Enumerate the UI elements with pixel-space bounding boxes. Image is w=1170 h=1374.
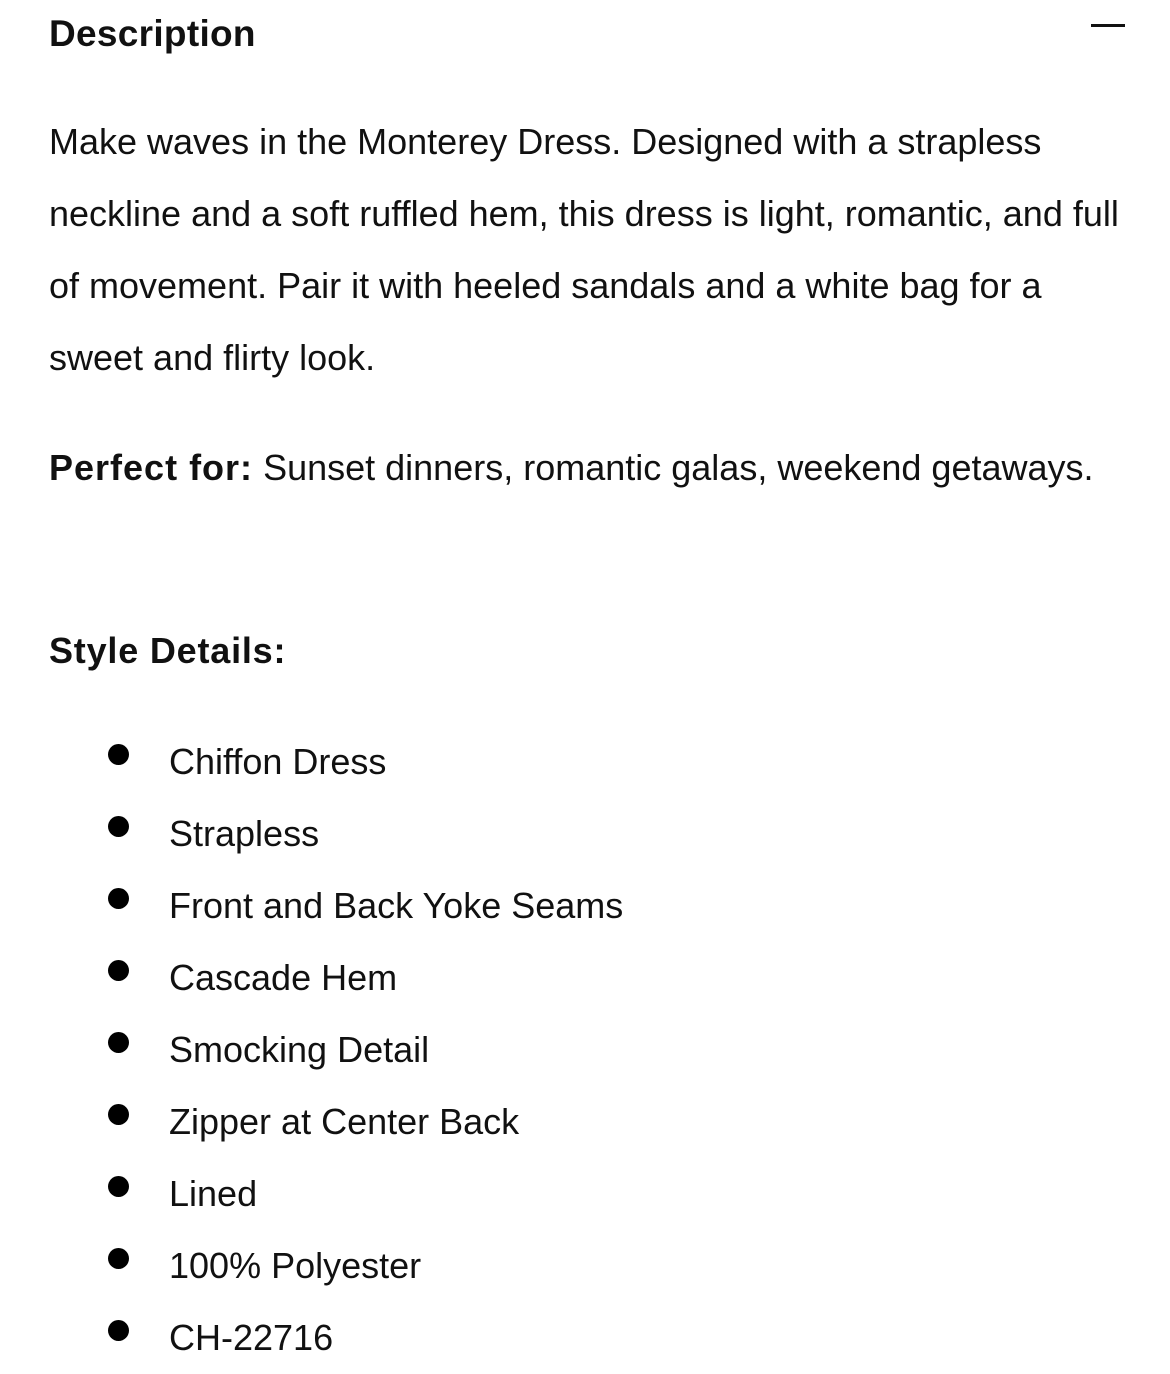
- list-item-text: Chiffon Dress: [169, 741, 387, 782]
- bullet-icon: [108, 960, 129, 981]
- perfect-for-text: Sunset dinners, romantic galas, weekend getaways.: [263, 447, 1094, 488]
- list-item-text: Zipper at Center Back: [169, 1101, 520, 1142]
- list-item-text: Cascade Hem: [169, 957, 398, 998]
- list-item: [0, 942, 1170, 1014]
- list-item: [0, 798, 1170, 870]
- list-item-text: Strapless: [169, 813, 320, 854]
- bullet-icon: [108, 1104, 129, 1125]
- bullet-icon: [108, 744, 129, 765]
- list-item: [0, 1086, 1170, 1158]
- bullet-icon: [108, 888, 129, 909]
- bullet-icon: [108, 1032, 129, 1053]
- section-title: Description: [49, 13, 256, 54]
- perfect-for-paragraph: [49, 432, 1139, 504]
- description-text: Make waves in the Monterey Dress. Designed with a strapless neckline and a soft ruffled hem, this dress is light, romantic, and full of movement. Pair it with heeled sandals and a white bag for a sweet and flirty look.: [49, 121, 1119, 378]
- list-item: [0, 1302, 1170, 1374]
- list-item: [0, 870, 1170, 942]
- list-item-text: Front and Back Yoke Seams: [169, 885, 624, 926]
- list-item: [0, 1230, 1170, 1302]
- description-section-header[interactable]: [0, 0, 1170, 70]
- list-item-text: Lined: [169, 1173, 258, 1214]
- list-item: [0, 726, 1170, 798]
- bullet-icon: [108, 1176, 129, 1197]
- perfect-for-label: Perfect for:: [49, 447, 254, 488]
- list-item-text: 100% Polyester: [169, 1245, 422, 1286]
- list-item-text: CH-22716: [169, 1317, 334, 1358]
- list-item-text: Smocking Detail: [169, 1029, 430, 1070]
- minus-icon: [1091, 24, 1125, 27]
- list-item: [0, 1014, 1170, 1086]
- bullet-icon: [108, 1248, 129, 1269]
- style-details-list: [0, 726, 1170, 1374]
- bullet-icon: [108, 816, 129, 837]
- bullet-icon: [108, 1320, 129, 1341]
- style-details-heading: Style Details:: [49, 630, 287, 671]
- collapse-toggle-button[interactable]: [1082, 10, 1134, 44]
- list-item: [0, 1158, 1170, 1230]
